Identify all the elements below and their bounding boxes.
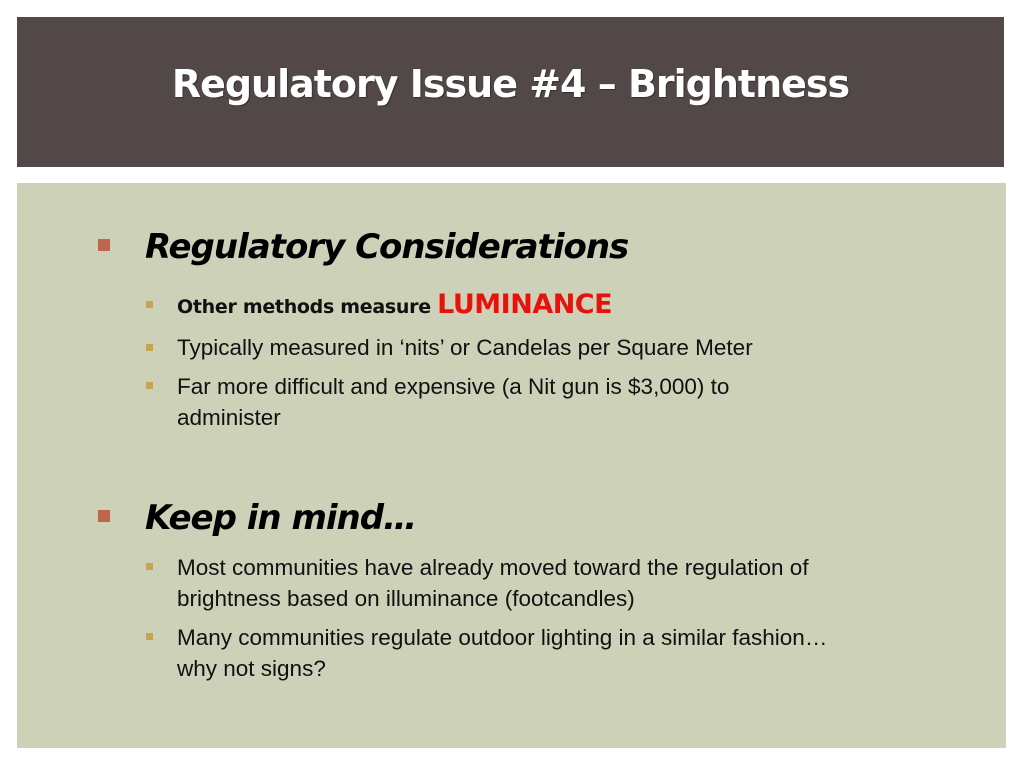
list-item: Most communities have already moved toward the regulation of brightness based on illuminance (footcandles) bbox=[177, 555, 809, 611]
square-bullet-icon bbox=[98, 239, 110, 251]
luminance-highlight: LUMINANCE bbox=[437, 289, 613, 320]
section-heading: Regulatory Considerations bbox=[145, 227, 629, 267]
list-item: Many communities regulate outdoor lighting in a similar fashion…why not signs? bbox=[177, 625, 828, 681]
list-item bbox=[177, 289, 937, 323]
slide-title: Regulatory Issue #4 – Brightness bbox=[171, 62, 850, 106]
list-item-text: Other methods measure bbox=[177, 296, 431, 318]
section-heading: Keep in mind… bbox=[145, 498, 417, 538]
list-item: Far more difficult and expensive (a Nit gun is $3,000) to administer bbox=[177, 374, 730, 430]
small-square-bullet-icon bbox=[146, 301, 153, 308]
list-item: Typically measured in ‘nits’ or Candelas per Square Meter bbox=[177, 335, 753, 360]
small-square-bullet-icon bbox=[146, 344, 153, 351]
square-bullet-icon bbox=[98, 510, 110, 522]
small-square-bullet-icon bbox=[146, 563, 153, 570]
title-bar bbox=[17, 17, 1004, 167]
small-square-bullet-icon bbox=[146, 382, 153, 389]
content-area bbox=[17, 183, 1006, 748]
small-square-bullet-icon bbox=[146, 633, 153, 640]
